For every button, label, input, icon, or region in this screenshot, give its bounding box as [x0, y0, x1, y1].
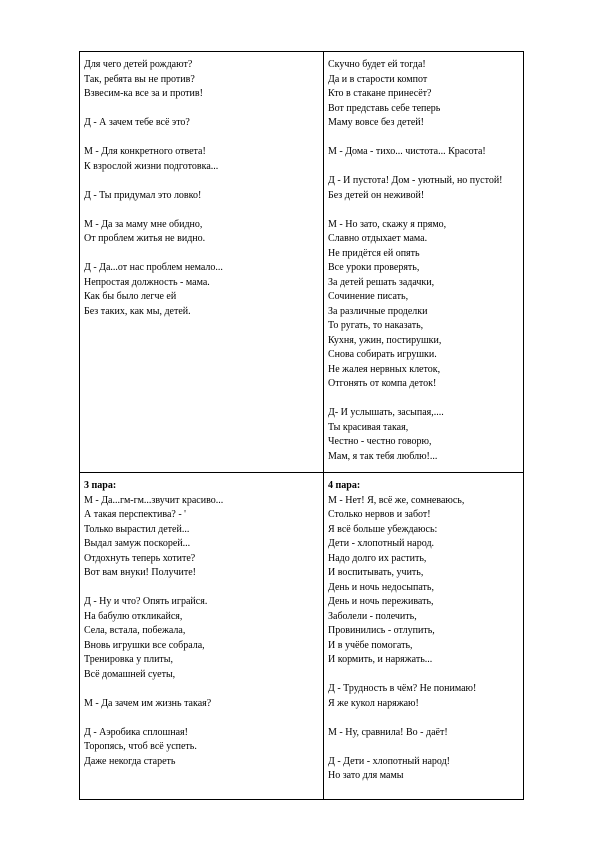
text-line: Д - Да...от нас проблем немало...: [84, 262, 223, 273]
table-cell-r2c2: [324, 473, 524, 800]
text-line: К взрослой жизни подготовка...: [84, 160, 219, 172]
text-line: И в учёбе помогать,: [328, 639, 413, 651]
text-line: Д - Дети - хлопотный народ!: [328, 755, 451, 767]
text-line: Кухня, ужин, постирушки,: [328, 334, 442, 346]
text-line: Вот вам внуки! Получите!: [84, 567, 196, 578]
text-line: [84, 102, 319, 117]
text-line: [328, 711, 519, 726]
text-line: Торопясь, чтоб всё успеть.: [84, 741, 197, 752]
text-line: М - Нет! Я, всё же, сомневаюсь,: [328, 494, 465, 506]
table-row: [80, 52, 524, 473]
text-line: День и ночь переживать,: [328, 596, 434, 607]
text-line: Д - А зачем тебе всё это?: [84, 117, 190, 128]
text-line: Мам, я так тебя люблю!...: [328, 450, 438, 462]
text-line: [328, 131, 519, 146]
table-cell-r1c1: [80, 52, 324, 473]
text-line: Заболели - полечить,: [328, 610, 417, 622]
text-line: Не жалея нервных клеток,: [328, 363, 441, 375]
text-line: Вот представь себе теперь: [328, 102, 441, 114]
text-line: [84, 174, 319, 189]
table-cell-r1c2: [324, 52, 524, 473]
text-line: Так, ребята вы не против?: [84, 73, 195, 85]
text-line: М - Для конкретного ответа!: [84, 146, 206, 157]
text-line: Д - Аэробика сплошная!: [84, 726, 188, 738]
text-line: Скучно будет ей тогда!: [328, 59, 426, 70]
text-line: Выдал замуж поскорей...: [84, 538, 191, 549]
text-line: [84, 203, 319, 218]
cell-lines: [84, 494, 319, 770]
text-line: [84, 581, 319, 596]
text-line: Без детей он неживой!: [328, 189, 425, 201]
text-line: Д - Трудность в чём? Не понимаю!: [328, 683, 477, 694]
text-line: [328, 160, 519, 175]
text-line: То ругать, то наказать,: [328, 320, 424, 331]
text-line: Столько нервов и забот!: [328, 509, 431, 520]
text-line: Отгонять от компа деток!: [328, 378, 437, 389]
text-line: Д - Ну и что? Опять играйся.: [84, 596, 208, 607]
text-line: Без таких, как мы, детей.: [84, 305, 191, 317]
table-row: [80, 473, 524, 800]
text-line: Непростая должность - мама.: [84, 276, 210, 288]
text-line: Снова собирать игрушки.: [328, 349, 437, 360]
text-line: [84, 131, 319, 146]
text-line: Ты красивая такая,: [328, 421, 409, 433]
text-line: М - Да за маму мне обидно,: [84, 218, 203, 230]
text-line: За различные проделки: [328, 305, 428, 317]
text-line: [328, 668, 519, 683]
text-line: [84, 682, 319, 697]
text-line: Вновь игрушки все собрала,: [84, 639, 205, 651]
text-line: Д - Ты придумал это ловко!: [84, 189, 202, 201]
text-line: [328, 740, 519, 755]
section-heading: 4 пара:: [328, 480, 361, 491]
text-line: [84, 247, 319, 262]
text-line: [84, 711, 319, 726]
text-line: Как бы было легче ей: [84, 291, 177, 302]
text-line: Тренировка у плиты,: [84, 654, 174, 665]
dialogue-table: [79, 51, 524, 800]
text-line: [328, 392, 519, 407]
text-line: Провинились - отлупить,: [328, 625, 435, 636]
text-line: Но зато для мамы: [328, 770, 404, 781]
text-line: Только вырастил детей...: [84, 523, 190, 535]
section-heading: 3 пара:: [84, 480, 117, 491]
text-line: Да и в старости компот: [328, 73, 428, 85]
text-line: Не придётся ей опять: [328, 247, 420, 259]
text-line: Я же кукол наряжаю!: [328, 697, 419, 709]
cell-lines: [328, 494, 519, 784]
text-line: Кто в стакане принесёт?: [328, 88, 432, 99]
text-line: Маму вовсе без детей!: [328, 117, 424, 128]
text-line: М - Дома - тихо... чистота... Красота!: [328, 146, 486, 157]
text-line: Села, встала, побежала,: [84, 625, 186, 636]
text-line: Даже некогда стареть: [84, 755, 176, 767]
text-line: Честно - честно говорю,: [328, 436, 432, 447]
text-line: М - Ну, сравнила! Во - даёт!: [328, 726, 448, 738]
text-line: Д- И услышать, засыпая,....: [328, 407, 444, 418]
text-line: И кормить, и наряжать...: [328, 654, 433, 665]
text-line: Дети - хлопотный народ.: [328, 538, 435, 549]
text-line: А такая перспектива? - ': [84, 509, 186, 520]
text-line: Взвесим-ка все за и против!: [84, 88, 203, 99]
text-line: Всё домашней суеты,: [84, 668, 176, 680]
text-line: Надо долго их растить,: [328, 552, 427, 564]
text-line: День и ночь недосыпать,: [328, 581, 434, 593]
text-line: Все уроки проверять,: [328, 262, 420, 273]
text-line: На бабулю откликайся,: [84, 610, 183, 622]
text-line: Отдохнуть теперь хотите?: [84, 552, 196, 564]
text-line: М - Да...гм-гм...звучит красиво...: [84, 494, 224, 506]
text-line: М - Но зато, скажу я прямо,: [328, 218, 447, 230]
text-line: Д - И пустота! Дом - уютный, но пустой!: [328, 175, 503, 186]
text-line: За детей решать задачки,: [328, 276, 435, 288]
text-line: [328, 203, 519, 218]
text-line: Славно отдыхает мама.: [328, 233, 428, 244]
text-line: И воспитывать, учить,: [328, 567, 424, 578]
text-line: М - Да зачем им жизнь такая?: [84, 697, 212, 709]
text-line: Для чего детей рождают?: [84, 59, 193, 70]
text-line: От проблем житья не видно.: [84, 233, 206, 244]
table-cell-r2c1: [80, 473, 324, 800]
text-line: Сочинение писать,: [328, 291, 409, 302]
text-line: Я всё больше убеждаюсь:: [328, 523, 438, 535]
